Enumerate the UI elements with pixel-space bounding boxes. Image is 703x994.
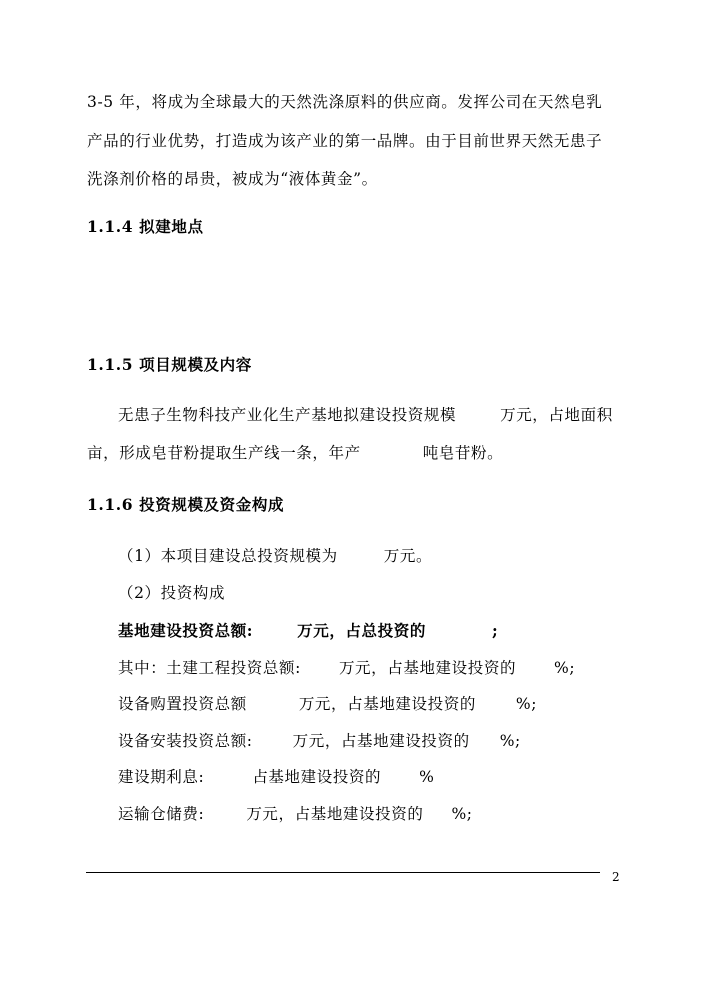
equip-text-b: 万元，占基地建设投资的 xyxy=(298,695,476,713)
install-text-a: 设备安装投资总额: xyxy=(118,732,253,750)
page-number: 2 xyxy=(612,870,620,884)
intro-line-3: 洗涤剂价格的昂贵，被成为“液体黄金”。 xyxy=(87,170,378,188)
item1-text-a: （1）本项目建设总投资规模为 xyxy=(118,547,338,565)
total-text-b: 万元，占总投资的 xyxy=(297,621,426,640)
scale-text-c: 亩，形成皂苷粉提取生产线一条，年产 xyxy=(87,444,361,462)
storage-text-a: 运输仓储费: xyxy=(118,805,205,823)
footer-rule xyxy=(86,872,600,873)
total-text-c: ; xyxy=(491,621,499,640)
equip-text-a: 设备购置投资总额 xyxy=(118,695,247,713)
intro-line-2: 产品的行业优势，打造成为该产业的第一品牌。由于目前世界天然无患子 xyxy=(87,132,603,150)
scale-line-1 xyxy=(118,405,613,425)
scale-line-2 xyxy=(87,443,503,463)
equipment-purchase-line xyxy=(118,694,537,714)
civil-engineering-line xyxy=(118,658,575,678)
storage-text-c: %; xyxy=(451,805,473,823)
interest-line xyxy=(118,767,434,787)
section-heading-116: 1.1.6 投资规模及资金构成 xyxy=(87,495,285,514)
civil-text-b: 万元，占基地建设投资的 xyxy=(338,659,517,677)
item1-text-b: 万元。 xyxy=(383,547,433,565)
equip-text-c: %; xyxy=(515,695,538,713)
total-investment-line xyxy=(118,621,498,641)
interest-text-b: 占基地建设投资的 xyxy=(252,768,382,786)
scale-text-a: 无患子生物科技产业化生产基地拟建设投资规模 xyxy=(118,406,457,424)
install-text-b: 万元，占基地建设投资的 xyxy=(292,732,470,750)
total-text-a: 基地建设投资总额: xyxy=(118,621,254,640)
investment-item-1 xyxy=(118,546,432,566)
storage-line xyxy=(118,804,473,824)
install-text-c: %; xyxy=(499,732,521,750)
civil-text-c: %; xyxy=(554,659,576,677)
intro-line-1: 3-5 年，将成为全球最大的天然洗涤原料的供应商。发挥公司在天然皂乳 xyxy=(87,93,603,111)
interest-text-c: % xyxy=(419,768,435,786)
scale-text-d: 吨皂苷粉。 xyxy=(422,444,504,462)
scale-text-b: 万元，占地面积 xyxy=(500,406,613,424)
investment-item-2: （2）投资构成 xyxy=(118,584,226,602)
section-heading-115: 1.1.5 项目规模及内容 xyxy=(87,355,252,374)
equipment-install-line xyxy=(118,731,521,751)
interest-text-a: 建设期利息: xyxy=(118,768,205,786)
section-heading-114: 1.1.4 拟建地点 xyxy=(87,217,204,236)
civil-text-a: 其中：土建工程投资总额: xyxy=(118,659,301,677)
storage-text-b: 万元，占基地建设投资的 xyxy=(246,805,424,823)
